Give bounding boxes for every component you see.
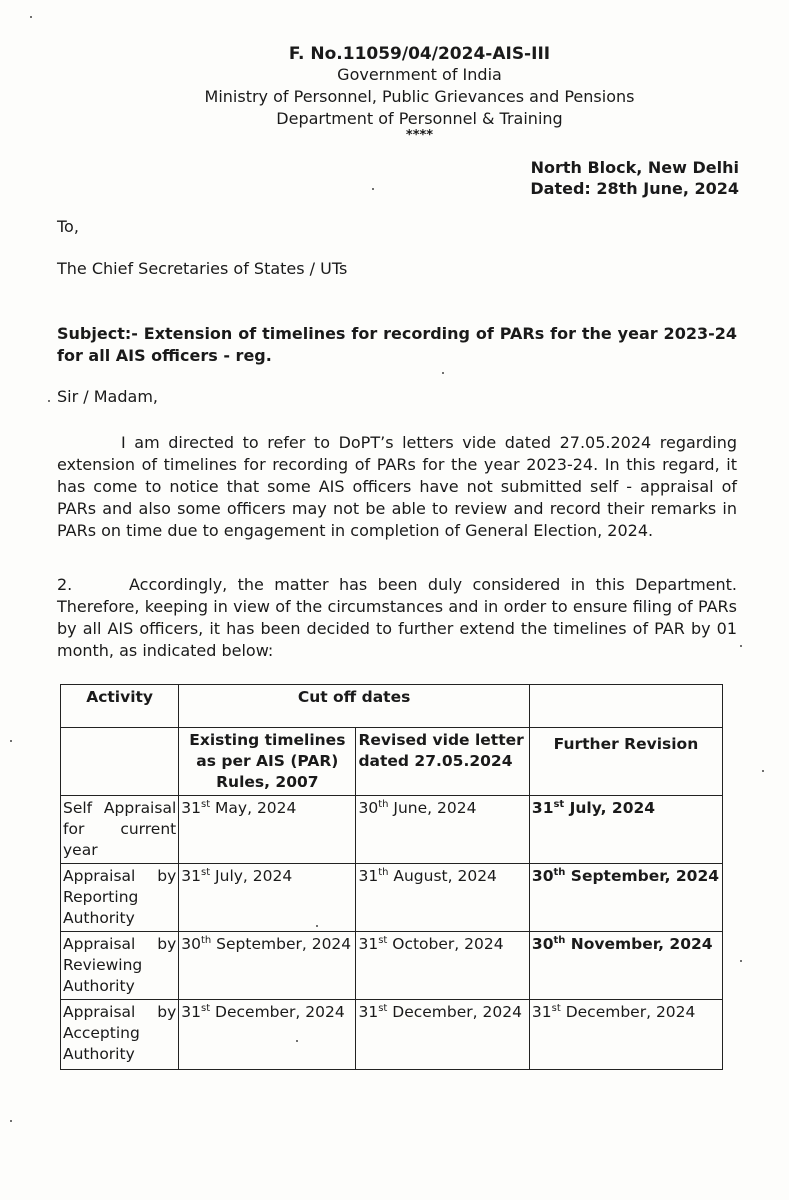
header-ministry: Ministry of Personnel, Public Grievances and Pensions bbox=[204, 87, 635, 106]
revised-suffix: th bbox=[378, 866, 389, 878]
scan-speck bbox=[10, 1120, 12, 1122]
revised-day: 31 bbox=[358, 1003, 379, 1021]
further-suffix: st bbox=[553, 798, 565, 810]
scan-speck bbox=[10, 740, 12, 742]
further-suffix: th bbox=[553, 866, 566, 878]
further-cell bbox=[529, 796, 722, 864]
existing-suffix: st bbox=[200, 798, 211, 810]
existing-cell bbox=[179, 864, 356, 932]
revised-rest: June, 2024 bbox=[388, 799, 477, 817]
scan-speck bbox=[442, 372, 444, 374]
file-number: F. No.11059/04/2024-AIS-III bbox=[288, 44, 551, 64]
paragraph-2: Accordingly, the matter has been duly considered in this Department. Therefore, keeping in view of the circumstances and in order to ensure filing of PARs by all AIS officers, it has been decided to further extend the timelines of PAR by 01 month, as indicated below: bbox=[57, 575, 737, 660]
existing-day: 30 bbox=[181, 935, 201, 953]
header-government: Government of India bbox=[337, 65, 502, 84]
scan-speck bbox=[740, 960, 742, 962]
activity-cell: Appraisal by Accepting Authority bbox=[61, 1000, 179, 1070]
header-cutoff-dates: Cut off dates bbox=[179, 685, 530, 728]
existing-day: 31 bbox=[181, 799, 201, 817]
header-revised: Revised vide letter dated 27.05.2024 bbox=[356, 728, 529, 796]
paragraph-1: I am directed to refer to DoPT’s letters vide dated 27.05.2024 regarding extension of timelines for recording of PARs for the year 2023-24. In this regard, it has come to notice that some AIS officers have not submitted self - appraisal of PARs and also some officers may not be able to review and record their remarks in PARs on time due to engagement in completion of General Election, 2024. bbox=[57, 433, 737, 540]
revised-rest: August, 2024 bbox=[388, 867, 497, 885]
existing-cell bbox=[179, 932, 356, 1000]
existing-suffix: th bbox=[200, 934, 212, 946]
paragraph-2-number: 2. bbox=[57, 575, 73, 594]
header-blank bbox=[529, 685, 722, 728]
further-rest: July, 2024 bbox=[564, 799, 656, 817]
place: North Block, New Delhi bbox=[530, 158, 739, 177]
revised-cell bbox=[356, 932, 529, 1000]
subject-line: Subject:- Extension of timelines for recording of PARs for the year 2023-24 for all AIS officers - reg. bbox=[57, 324, 737, 365]
table-row bbox=[61, 932, 723, 1000]
revised-rest: October, 2024 bbox=[387, 935, 504, 953]
revised-day: 30 bbox=[358, 799, 379, 817]
table-row bbox=[61, 1000, 723, 1070]
revised-day: 31 bbox=[358, 935, 379, 953]
existing-rest: September, 2024 bbox=[211, 935, 352, 953]
header-department: Department of Personnel & Training bbox=[276, 109, 563, 128]
scan-speck bbox=[740, 645, 742, 647]
revised-cell bbox=[356, 1000, 529, 1070]
addressee: The Chief Secretaries of States / UTs bbox=[57, 259, 348, 278]
to-line: To, bbox=[57, 217, 79, 236]
revised-day: 31 bbox=[358, 867, 379, 885]
further-day: 30 bbox=[531, 935, 554, 953]
further-day: 30 bbox=[531, 867, 554, 885]
further-cell bbox=[529, 932, 722, 1000]
header-existing: Existing timelines as per AIS (PAR) Rules, 2007 bbox=[179, 728, 356, 796]
existing-rest: May, 2024 bbox=[210, 799, 297, 817]
paragraph-2-block bbox=[57, 574, 737, 662]
table-header-row-1 bbox=[61, 685, 723, 728]
further-suffix: th bbox=[553, 934, 566, 946]
existing-rest: July, 2024 bbox=[210, 867, 293, 885]
further-day: 31 bbox=[531, 799, 554, 817]
salutation: Sir / Madam, bbox=[57, 387, 158, 406]
revised-suffix: st bbox=[378, 1002, 388, 1014]
revised-rest: December, 2024 bbox=[387, 1003, 522, 1021]
table-header-row-2 bbox=[61, 728, 723, 796]
further-rest: November, 2024 bbox=[565, 935, 713, 953]
activity-cell: Appraisal by Reporting Authority bbox=[61, 864, 179, 932]
existing-cell bbox=[179, 1000, 356, 1070]
revised-cell bbox=[356, 864, 529, 932]
scan-speck bbox=[316, 925, 318, 927]
further-rest: December, 2024 bbox=[560, 1003, 696, 1021]
date-line: Dated: 28th June, 2024 bbox=[530, 179, 739, 198]
revised-suffix: st bbox=[378, 934, 388, 946]
further-rest: September, 2024 bbox=[565, 867, 720, 885]
revised-suffix: th bbox=[378, 798, 389, 810]
header-stars: **** bbox=[405, 128, 434, 143]
header-blank-activity bbox=[61, 728, 179, 796]
revised-cell bbox=[356, 796, 529, 864]
further-suffix: st bbox=[551, 1002, 561, 1014]
scan-speck bbox=[762, 770, 764, 772]
header-further: Further Revision bbox=[529, 728, 722, 796]
table-row bbox=[61, 796, 723, 864]
further-day: 31 bbox=[531, 1003, 552, 1021]
activity-cell: Appraisal by Reviewing Authority bbox=[61, 932, 179, 1000]
header-activity: Activity bbox=[61, 685, 179, 728]
scan-speck bbox=[48, 400, 50, 402]
existing-day: 31 bbox=[181, 1003, 201, 1021]
scan-speck bbox=[372, 188, 374, 190]
existing-suffix: st bbox=[200, 866, 211, 878]
scan-speck bbox=[296, 1040, 298, 1042]
existing-cell bbox=[179, 796, 356, 864]
existing-rest: December, 2024 bbox=[210, 1003, 345, 1021]
scan-speck bbox=[30, 16, 32, 18]
existing-day: 31 bbox=[181, 867, 201, 885]
existing-suffix: st bbox=[200, 1002, 211, 1014]
further-cell bbox=[529, 1000, 722, 1070]
activity-cell: Self Appraisal for current year bbox=[61, 796, 179, 864]
table-row bbox=[61, 864, 723, 932]
further-cell bbox=[529, 864, 722, 932]
timelines-table bbox=[60, 684, 723, 1070]
